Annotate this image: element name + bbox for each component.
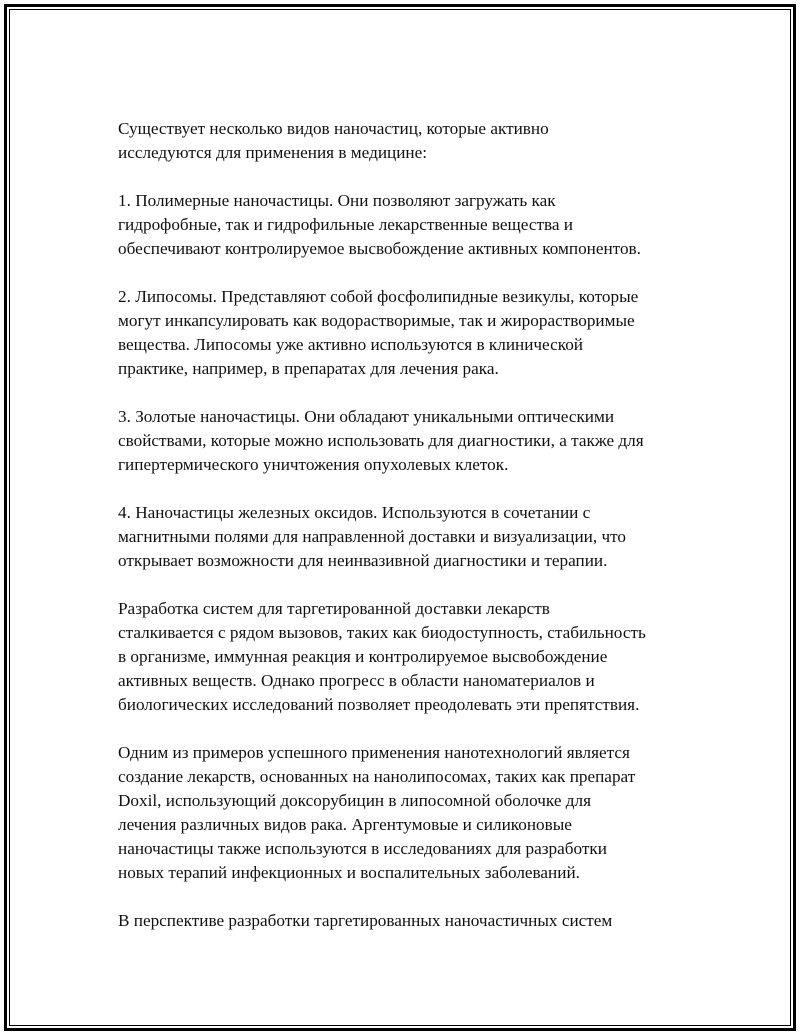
text-line: могут инкапсулировать как водорастворимые, так и жирорастворимые <box>118 311 635 330</box>
text-line: гидрофобные, так и гидрофильные лекарственные вещества и <box>118 215 573 234</box>
text-line: открывает возможности для неинвазивной диагностики и терапии. <box>118 551 608 570</box>
document-body <box>118 117 718 957</box>
paragraph-perspective <box>118 909 718 933</box>
text-line: исследуются для применения в медицине: <box>118 143 428 162</box>
text-line: В перспективе разработки таргетированных наночастичных систем <box>118 911 613 930</box>
paragraph-liposomes <box>118 285 718 381</box>
text-line: активных веществ. Однако прогресс в области наноматериалов и <box>118 671 595 690</box>
paragraph-gold-nanoparticles <box>118 405 718 477</box>
text-line: 3. Золотые наночастицы. Они обладают уникальными оптическими <box>118 407 615 426</box>
text-line: Одним из примеров успешного применения нанотехнологий является <box>118 743 630 762</box>
text-line: свойствами, которые можно использовать для диагностики, а также для <box>118 431 644 450</box>
text-line: наночастицы также используются в исследованиях для разработки <box>118 839 607 858</box>
text-line: магнитными полями для направленной доставки и визуализации, что <box>118 527 626 546</box>
paragraph-intro <box>118 117 718 165</box>
text-line: в организме, иммунная реакция и контролируемое высвобождение <box>118 647 608 666</box>
text-line: новых терапий инфекционных и воспалительных заболеваний. <box>118 863 580 882</box>
text-line: практике, например, в препаратах для лечения рака. <box>118 359 499 378</box>
text-line: сталкивается с рядом вызовов, таких как биодоступность, стабильность <box>118 623 646 642</box>
text-line: Существует несколько видов наночастиц, которые активно <box>118 119 549 138</box>
paragraph-iron-oxide-nanoparticles <box>118 501 718 573</box>
text-line: вещества. Липосомы уже активно используются в клинической <box>118 335 584 354</box>
text-line: 2. Липосомы. Представляют собой фосфолипидные везикулы, которые <box>118 287 639 306</box>
text-line: обеспечивают контролируемое высвобождение активных компонентов. <box>118 239 641 258</box>
text-line: 1. Полимерные наночастицы. Они позволяют загружать как <box>118 191 556 210</box>
text-line: Разработка систем для таргетированной доставки лекарств <box>118 599 550 618</box>
text-line: 4. Наночастицы железных оксидов. Используются в сочетании с <box>118 503 591 522</box>
text-line: Doxil, использующий доксорубицин в липосомной оболочке для <box>118 791 592 810</box>
paragraph-polymer-nanoparticles <box>118 189 718 261</box>
paragraph-challenges <box>118 597 718 717</box>
text-line: создание лекарств, основанных на нанолипосомах, таких как препарат <box>118 767 636 786</box>
text-line: лечения различных видов рака. Аргентумовые и силиконовые <box>118 815 572 834</box>
text-line: гипертермического уничтожения опухолевых клеток. <box>118 455 509 474</box>
paragraph-examples <box>118 741 718 885</box>
text-line: биологических исследований позволяет преодолевать эти препятствия. <box>118 695 640 714</box>
